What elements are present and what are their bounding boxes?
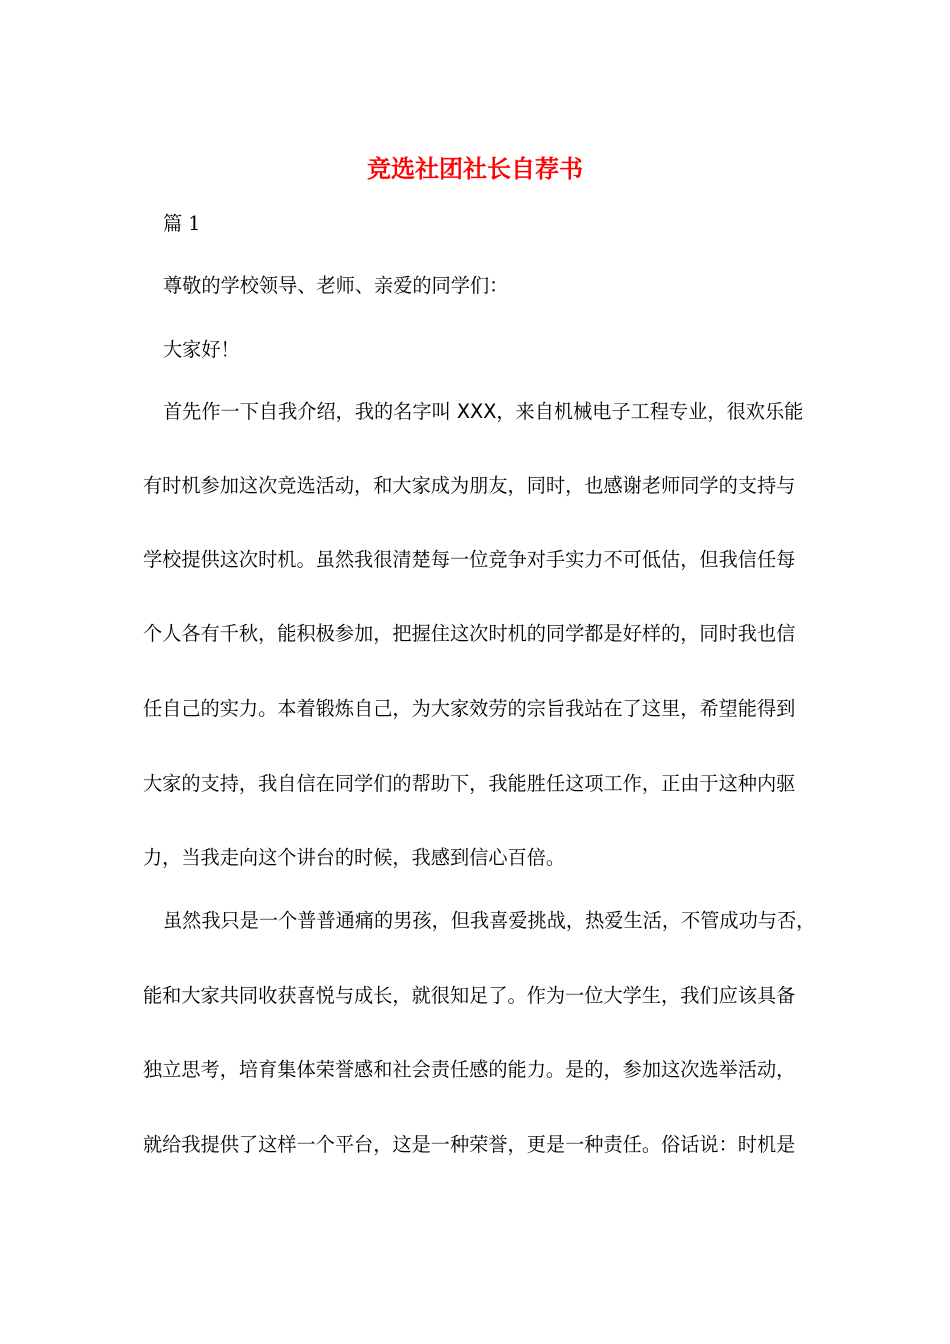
paragraph-1-line-4: 个人各有千秋，能积极参加，把握住这次时机的同学都是好样的，同时我也信: [143, 622, 796, 645]
paragraph-1-line-2: 有时机参加这次竞选活动，和大家成为朋友，同时，也感谢老师同学的支持与: [143, 474, 796, 497]
paragraph-1-line-7: 力，当我走向这个讲台的时候，我感到信心百倍。: [143, 846, 566, 869]
paragraph-2-line-2: 能和大家共同收获喜悦与成长，就很知足了。作为一位大学生，我们应该具备: [143, 984, 796, 1007]
paragraph-1-line-5: 任自己的实力。本着锻炼自己，为大家效劳的宗旨我站在了这里，希望能得到: [143, 697, 796, 720]
section-label: 篇 1: [163, 212, 201, 235]
paragraph-1-line-6: 大家的支持，我自信在同学们的帮助下，我能胜任这项工作，正由于这种内驱: [143, 772, 796, 795]
paragraph-2-line-1: 虽然我只是一个普普通痛的男孩，但我喜爱挑战，热爱生活，不管成功与否，: [163, 909, 816, 932]
paragraph-2-line-4: 就给我提供了这样一个平台，这是一种荣誉，更是一种责任。俗话说：时机是: [143, 1133, 796, 1156]
greeting: 大家好！: [163, 338, 240, 361]
paragraph-1-line-1: 首先作一下自我介绍，我的名字叫 XXX，来自机械电子工程专业，很欢乐能: [163, 400, 804, 423]
salutation: 尊敬的学校领导、老师、亲爱的同学们：: [163, 274, 509, 297]
document-title: 竞选社团社长自荐书: [367, 154, 583, 183]
paragraph-2-line-3: 独立思考，培育集体荣誉感和社会责任感的能力。是的，参加这次选举活动，: [143, 1058, 796, 1081]
paragraph-1-line-3: 学校提供这次时机。虽然我很清楚每一位竞争对手实力不可低估，但我信任每: [143, 548, 796, 571]
